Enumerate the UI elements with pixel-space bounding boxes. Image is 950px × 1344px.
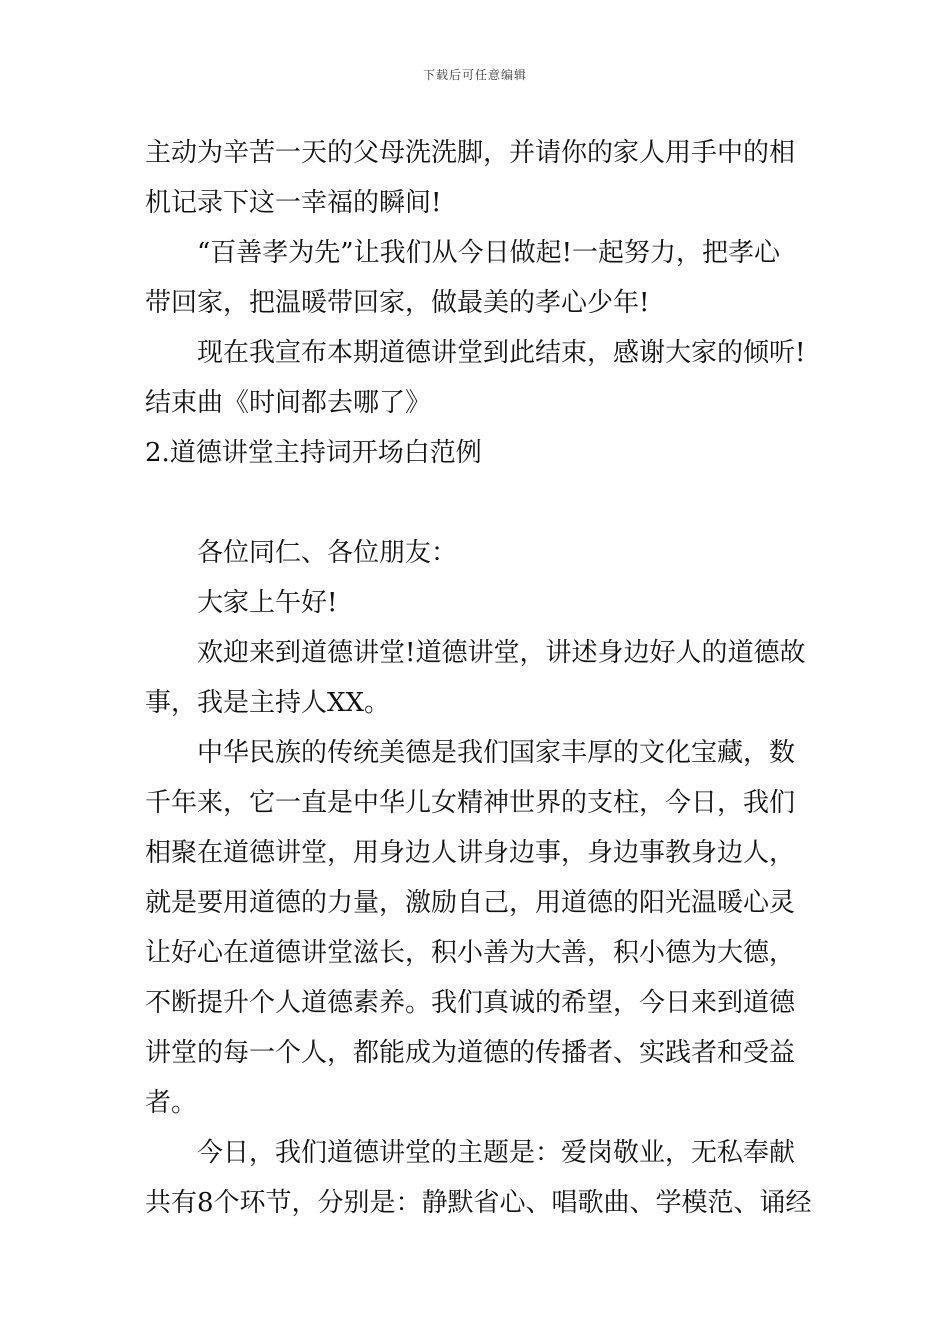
text-line: 不断提升个人道德素养。我们真诚的希望，今日来到道德 — [145, 988, 796, 1018]
text-line: 各位同仁、各位朋友： — [197, 538, 458, 568]
text-line: 今日，我们道德讲堂的主题是：爱岗敬业，无私奉献 — [197, 1138, 796, 1168]
text-line: 千年来，它一直是中华儿女精神世界的支柱，今日，我们 — [145, 788, 796, 818]
blank-line — [145, 478, 810, 528]
text-line: 现在我宣布本期道德讲堂到此结束，感谢大家的倾听! — [197, 338, 806, 368]
text-line: 机记录下这一幸福的瞬间! — [145, 188, 442, 218]
text-line: 事，我是主持人XX。 — [145, 688, 391, 718]
section-heading: 2.道德讲堂主持词开场白范例 — [145, 438, 482, 468]
text-line: 欢迎来到道德讲堂!道德讲堂，讲述身边好人的道德故 — [197, 638, 806, 668]
text-line: 相聚在道德讲堂，用身边人讲身边事，身边事教身边人， — [145, 838, 796, 868]
text-line: 就是要用道德的力量，激励自己，用道德的阳光温暖心灵 — [145, 888, 796, 918]
text-line: 让好心在道德讲堂滋长，积小善为大善，积小德为大德， — [145, 938, 796, 968]
text-line: 主动为辛苦一天的父母洗洗脚，并请你的家人用手中的相 — [145, 138, 796, 168]
text-line: 者。 — [145, 1088, 198, 1118]
text-line: 带回家，把温暖带回家，做最美的孝心少年! — [145, 288, 650, 318]
text-line: 共有8个环节，分别是：静默省心、唱歌曲、学模范、诵经 — [145, 1188, 812, 1218]
text-line: 讲堂的每一个人，都能成为道德的传播者、实践者和受益 — [145, 1038, 796, 1068]
text-line: 大家上午好! — [197, 588, 338, 618]
document-body — [145, 128, 810, 1228]
text-line: “百善孝为先”让我们从今日做起!一起努力，把孝心 — [197, 238, 781, 268]
text-line: 中华民族的传统美德是我们国家丰厚的文化宝藏，数 — [197, 738, 796, 768]
text-line: 结束曲《时间都去哪了》 — [145, 388, 432, 418]
page-header: 下载后可任意编辑 — [422, 68, 527, 82]
